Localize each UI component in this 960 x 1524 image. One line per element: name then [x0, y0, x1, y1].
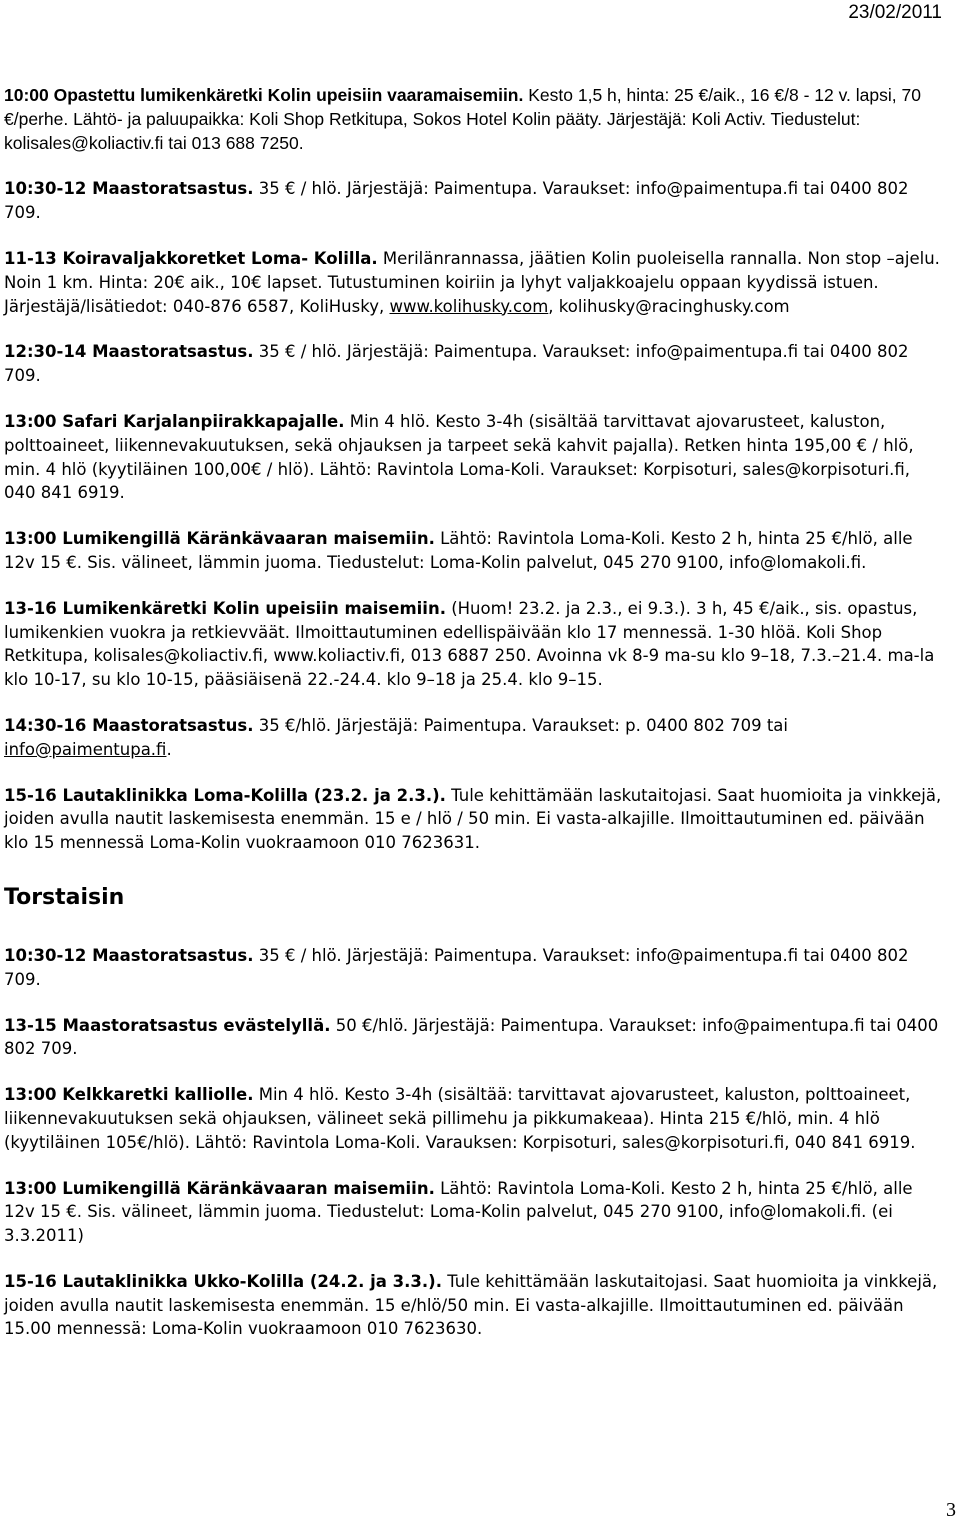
event-entry — [4, 1177, 944, 1248]
event-title: 14:30-16 Maastoratsastus. — [4, 715, 254, 735]
event-entry — [4, 527, 944, 575]
event-description: 35 € / hlö. Järjestäjä: Paimentupa. Varaukset: info@paimentupa.fi tai 0400 802 709. — [4, 342, 909, 386]
event-entry — [4, 247, 944, 318]
event-title: 12:30-14 Maastoratsastus. — [4, 342, 254, 362]
event-entry — [4, 944, 944, 992]
event-description-tail: , kolihusky@racinghusky.com — [548, 296, 790, 316]
page-number: 3 — [946, 1499, 956, 1521]
event-title: 13:00 Lumikengillä Käränkävaaran maisemiin. — [4, 1178, 435, 1198]
event-entry — [4, 410, 944, 505]
event-description: Merilänrannassa, jäätien Kolin puoleisella rannalla. Non stop –ajelu. Noin 1 km. Hinta: 20€ aik., 10€ lapset. Tutustuminen koiriin ja lyhyt valjakkoajelu oppaan kyydissä istuen. Järjestäjä/lisätiedot: 040-876 6587, KoliHusky, — [4, 248, 940, 316]
event-title: 11-13 Koiravaljakkoretket Loma- Kolilla. — [4, 248, 378, 268]
event-entry — [4, 84, 944, 155]
event-title: 13:00 Lumikengillä Käränkävaaran maisemiin. — [4, 529, 435, 549]
event-title: 15-16 Lautaklinikka Loma-Kolilla (23.2. ja 2.3.). — [4, 785, 446, 805]
event-entry — [4, 1270, 944, 1341]
event-entry — [4, 784, 944, 855]
kolihusky-link[interactable]: www.kolihusky.com — [389, 296, 549, 316]
event-entry — [4, 714, 944, 762]
event-title: 15-16 Lautaklinikka Ukko-Kolilla (24.2. ja 3.3.). — [4, 1271, 442, 1291]
event-description: Tule kehittämään laskutaitojasi. Saat huomioita ja vinkkejä, joiden avulla nautit laskemisesta enemmän. 15 e / hlö / 50 min. Ei vasta-alkajille. Ilmoittautuminen ed. päivään klo 15 mennessä Loma-Kolin vuokraamoon 010 7623631. — [4, 785, 942, 853]
document-body — [4, 84, 944, 1363]
event-description-tail: . — [166, 739, 172, 759]
event-title: 13-16 Lumikenkäretki Kolin upeisiin maisemiin. — [4, 598, 446, 618]
event-entry — [4, 1014, 944, 1062]
event-entry — [4, 597, 944, 692]
document-date: 23/02/2011 — [848, 2, 942, 23]
event-description: Tule kehittämään laskutaitojasi. Saat huomioita ja vinkkejä, joiden avulla nautit laskemisesta enemmän. 15 e/hlö/50 min. Ei vasta-alkajille. Ilmoittautuminen ed. päivään 15.00 mennessä: Loma-Kolin vuokraamoon 010 7623630. — [4, 1271, 938, 1339]
event-description: (Huom! 23.2. ja 2.3., ei 9.3.). 3 h, 45 €/aik., sis. opastus, lumikenkien vuokra ja retkievväät. Ilmoittautuminen edellispäivään klo 17 mennessä. 1-30 hlöä. Koli Shop Retkitupa, kolisales@koliactiv.fi, www.koliactiv.fi, 013 6887 250. Avoinna vk 8-9 ma-su klo 9–18, 7.3.–21.4. ma-la klo 10-17, su klo 10-15, pääsiäisenä 22.-24.4. klo 9–18 ja 25.4. klo 9–15. — [4, 598, 935, 690]
section-heading: Torstaisin — [4, 884, 125, 910]
event-title: 10:30-12 Maastoratsastus. — [4, 945, 254, 965]
event-description: Kesto 1,5 h, hinta: 25 €/aik., 16 €/8 - 12 v. lapsi, 70 €/perhe. Lähtö- ja paluupaikka: Koli Shop Retkitupa, Sokos Hotel Kolin pääty. Järjestäjä: Koli Activ. Tiedustelut: kolisales@koliactiv.fi tai 013 688 7250. — [4, 85, 921, 153]
event-entry — [4, 340, 944, 388]
event-title: 13:00 Kelkkaretki kalliolle. — [4, 1085, 254, 1105]
event-entry — [4, 1083, 944, 1154]
event-description: 35 € / hlö. Järjestäjä: Paimentupa. Varaukset: info@paimentupa.fi tai 0400 802 709. — [4, 945, 909, 989]
email-link[interactable]: info@paimentupa.fi — [4, 739, 167, 759]
event-title: 10:00 Opastettu lumikenkäretki Kolin upeisiin vaaramaisemiin. — [4, 85, 524, 105]
event-title: 13-15 Maastoratsastus evästelyllä. — [4, 1015, 331, 1035]
event-description: 50 €/hlö. Järjestäjä: Paimentupa. Varaukset: info@paimentupa.fi tai 0400 802 709. — [4, 1015, 939, 1059]
event-title: 10:30-12 Maastoratsastus. — [4, 179, 254, 199]
event-description: Lähtö: Ravintola Loma-Koli. Kesto 2 h, hinta 25 €/hlö, alle 12v 15 €. Sis. välineet, lämmin juoma. Tiedustelut: Loma-Kolin palvelut, 045 270 9100, info@lomakoli.fi. — [4, 529, 913, 572]
event-description: Lähtö: Ravintola Loma-Koli. Kesto 2 h, hinta 25 €/hlö, alle 12v 15 €. Sis. välineet, lämmin juoma. Tiedustelut: Loma-Kolin palvelut, 045 270 9100, info@lomakoli.fi. (ei 3.3.2011) — [4, 1178, 913, 1246]
event-title: 13:00 Safari Karjalanpiirakkapajalle. — [4, 411, 345, 431]
event-description: 35 €/hlö. Järjestäjä: Paimentupa. Varaukset: p. 0400 802 709 tai — [253, 715, 788, 735]
event-description: 35 € / hlö. Järjestäjä: Paimentupa. Varaukset: info@paimentupa.fi tai 0400 802 709. — [4, 179, 909, 223]
event-description: Min 4 hlö. Kesto 3-4h (sisältää tarvittavat ajovarusteet, kaluston, polttoaineet, liikennevakuutuksen, sekä ohjauksen ja tarpeet sekä kahvit pajalla). Retken hinta 195,00 € / hlö, min. 4 hlö (kyytiläinen 100,00€ / hlö). Lähtö: Ravintola Loma-Koli. Varaukset: Korpisoturi, sales@korpisoturi.fi, 040 841 6919. — [4, 411, 914, 503]
event-description: Min 4 hlö. Kesto 3-4h (sisältää: tarvittavat ajovarusteet, kaluston, polttoaineet, liikennevakuutuksen sekä ohjauksen, välineet sekä pillimehu ja pikkumakeaa). Hinta 215 €/hlö, min. 4 hlö (kyytiläinen 105€/hlö). Lähtö: Ravintola Loma-Koli. Varauksen: Korpisoturi, sales@korpisoturi.fi, 040 841 6919. — [4, 1085, 916, 1152]
event-entry — [4, 177, 944, 225]
